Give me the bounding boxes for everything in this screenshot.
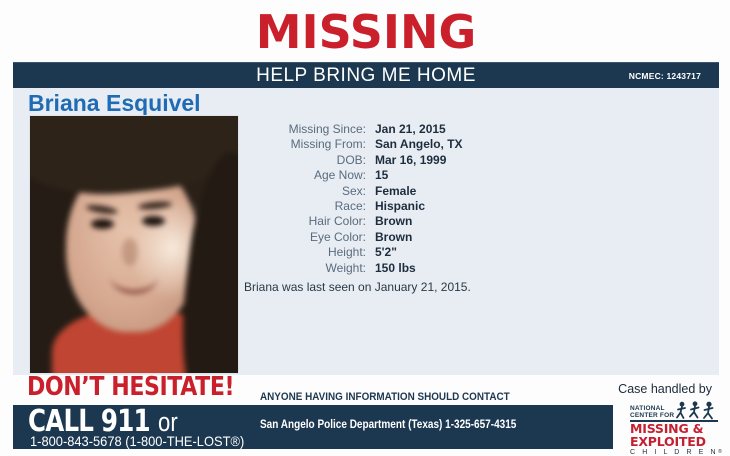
detail-value: 150 lbs [375, 260, 416, 275]
ncmec-children-text [630, 448, 722, 456]
detail-label: Missing Since: [288, 122, 366, 136]
detail-row [136, 214, 556, 229]
detail-label: Height: [327, 245, 366, 260]
poster-title: MISSING [255, 5, 477, 59]
running-children-icon [674, 401, 718, 421]
ncmec-logo-top [630, 402, 718, 422]
ncmec-logo [630, 402, 722, 456]
detail-label: Hair Color: [308, 214, 366, 229]
detail-row [136, 137, 556, 152]
dont-hesitate-text: DON’T HESITATE! [27, 372, 235, 402]
detail-value: 5'2" [375, 245, 397, 260]
case-handled-by-label: Case handled by [618, 382, 712, 396]
detail-row [136, 168, 556, 183]
detail-label: Age Now: [313, 168, 366, 183]
detail-value: 15 [375, 168, 389, 183]
detail-label: Eye Color: [309, 229, 366, 244]
detail-value: Brown [375, 214, 413, 229]
ncmec-missing-text: MISSING & [630, 421, 704, 436]
detail-value: Mar 16, 1999 [375, 152, 447, 167]
detail-row [136, 122, 556, 137]
photo-eye-left [91, 219, 114, 229]
hotline-number: 1-800-843-5678 (1-800-THE-LOST®) [30, 433, 245, 449]
detail-value: Female [375, 183, 417, 198]
detail-list [136, 122, 556, 276]
detail-label: Sex: [341, 183, 366, 198]
ncmec-logo-line2: CENTER FOR [630, 411, 675, 419]
detail-value: Hispanic [375, 198, 426, 213]
detail-row [136, 261, 556, 276]
registered-mark: ® [718, 448, 722, 455]
detail-label: Weight: [325, 260, 366, 275]
banner-text: HELP BRING ME HOME [256, 65, 476, 86]
call-911-text: CALL 911 [28, 404, 150, 439]
detail-value: Brown [375, 229, 413, 244]
footer-contact-bar [13, 405, 613, 449]
ncmec-case-number: NCMEC: 1243717 [628, 71, 701, 81]
last-seen-text: Briana was last seen on January 21, 2015. [244, 280, 471, 294]
detail-row [136, 245, 556, 260]
detail-label: Missing From: [290, 137, 366, 152]
police-contact: San Angelo Police Department (Texas) 1-325-657-4315 [260, 419, 517, 431]
or-text: or [158, 407, 178, 437]
detail-row [136, 199, 556, 214]
detail-row [136, 184, 556, 199]
detail-row [136, 153, 556, 168]
detail-label: Race: [334, 198, 366, 213]
detail-label: DOB: [336, 152, 366, 167]
person-name: Briana Esquivel [28, 90, 201, 116]
detail-value: Jan 21, 2015 [375, 122, 446, 136]
ncmec-exploited-text: EXPLOITED [630, 433, 706, 449]
ncmec-logo-line1: NATIONAL [630, 405, 665, 412]
ncmec-children-letters: C H I L D R E N [630, 448, 719, 456]
ncmec-logo-name [630, 406, 674, 419]
detail-row [136, 230, 556, 245]
content-area [13, 88, 719, 375]
detail-value: San Angelo, TX [375, 137, 463, 152]
banner-bar [13, 62, 719, 88]
contact-instruction: ANYONE HAVING INFORMATION SHOULD CONTACT [260, 391, 510, 403]
